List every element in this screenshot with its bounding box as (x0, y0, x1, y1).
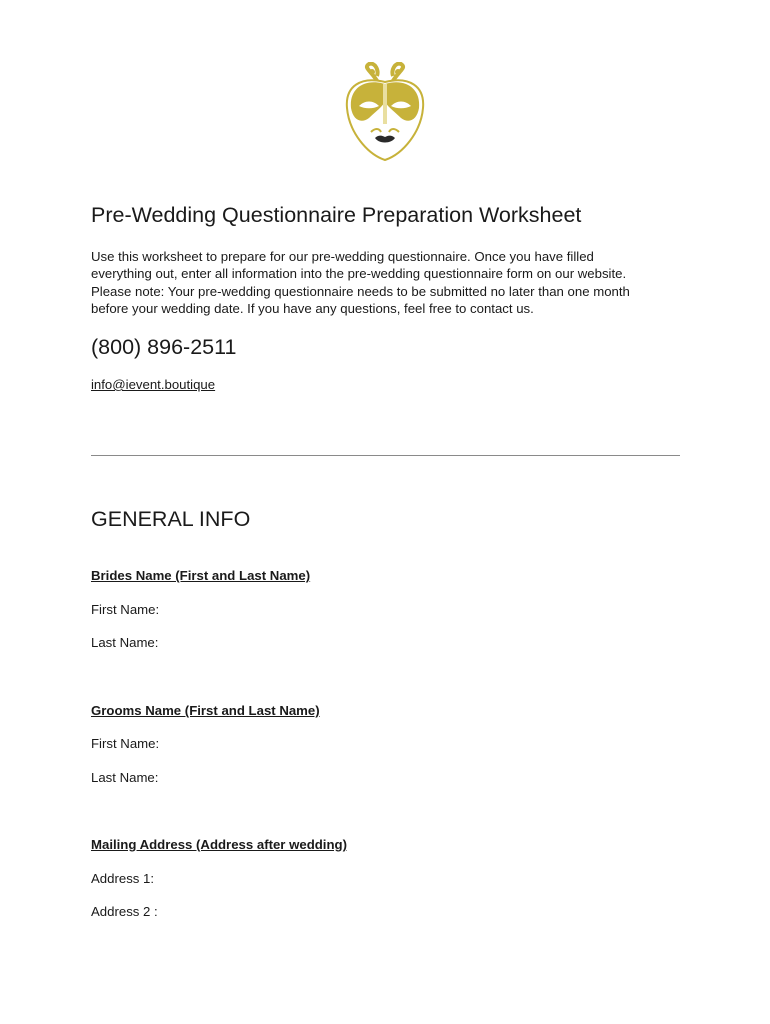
mailing-address-heading: Mailing Address (Address after wedding) (91, 837, 347, 852)
page-title: Pre-Wedding Questionnaire Preparation Worksheet (91, 203, 582, 227)
address-2-label: Address 2 : (91, 904, 158, 919)
email-link[interactable]: info@ievent.boutique (91, 377, 216, 392)
mask-logo-icon (341, 62, 429, 162)
intro-line: everything out, enter all information into the pre-wedding questionnaire form on our website. (91, 266, 627, 282)
address-1-label: Address 1: (91, 871, 155, 886)
divider (91, 455, 680, 456)
brides-last-name-label: Last Name: (91, 635, 159, 650)
logo (341, 62, 429, 162)
section-heading: GENERAL INFO (91, 507, 251, 531)
brides-first-name-label: First Name: (91, 602, 160, 617)
phone-number: (800) 896-2511 (91, 335, 237, 359)
grooms-first-name-label: First Name: (91, 736, 160, 751)
grooms-last-name-label: Last Name: (91, 770, 159, 785)
grooms-name-heading: Grooms Name (First and Last Name) (91, 703, 320, 718)
brides-name-heading: Brides Name (First and Last Name) (91, 568, 311, 583)
intro-line: Please note: Your pre-wedding questionnaire needs to be submitted no later than one month (91, 283, 630, 299)
intro-paragraph (91, 248, 691, 317)
intro-line: Use this worksheet to prepare for our pre-wedding questionnaire. Once you have filled (91, 249, 594, 264)
intro-line: before your wedding date. If you have any questions, feel free to contact us. (91, 300, 534, 316)
